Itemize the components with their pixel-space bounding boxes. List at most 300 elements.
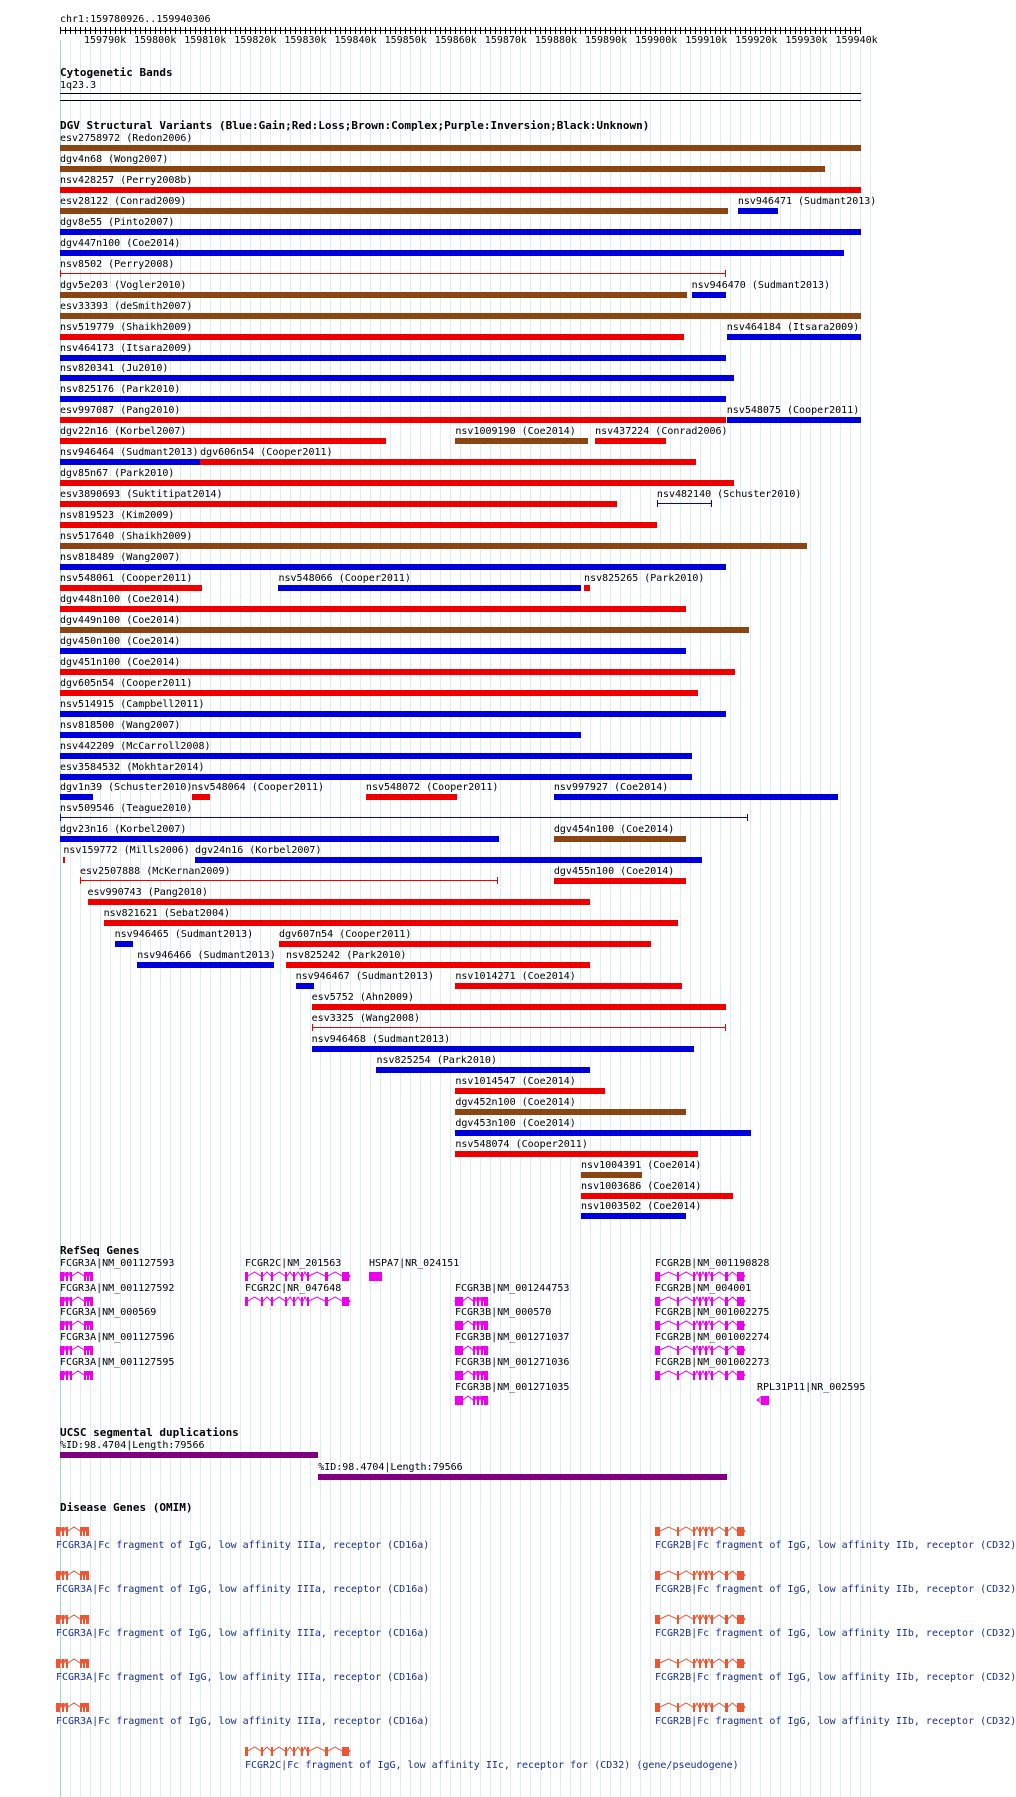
dgv-variant-label[interactable]: nsv825242 (Park2010) [286, 950, 407, 962]
dgv-variant-bar[interactable] [595, 438, 666, 444]
ruler-tick [365, 27, 366, 34]
ruler-tick [260, 27, 261, 34]
refseq-gene-label[interactable]: FCGR3A|NM_000569 [60, 1307, 157, 1318]
dgv-variant-bar[interactable] [60, 627, 749, 633]
omim-gene-label[interactable]: FCGR3A|Fc fragment of IgG, low affinity IIIa, receptor (CD16a) [56, 1716, 430, 1727]
dgv-variant-bar[interactable] [60, 501, 617, 507]
ruler-tick [175, 27, 176, 34]
ruler-tick-label: 159790k [84, 35, 127, 46]
omim-gene-glyph[interactable] [54, 1700, 91, 1714]
dgv-variant-bar[interactable] [60, 817, 748, 818]
ruler-tick-label: 159810k [184, 35, 227, 46]
dgv-variant-bar[interactable] [60, 459, 200, 465]
dgv-variant-label[interactable]: nsv946471 (Sudmant2013) [737, 195, 877, 207]
refseq-gene-glyph[interactable] [58, 1368, 95, 1382]
refseq-gene-glyph[interactable] [453, 1393, 490, 1407]
ruler-tick [805, 27, 806, 34]
dgv-variant-label[interactable]: esv2758972 (Redon2006) [60, 133, 193, 144]
dgv-variant-label[interactable]: nsv1009190 (Coe2014) [455, 426, 576, 438]
dgv-variant-bar[interactable] [60, 355, 726, 361]
omim-track-title[interactable]: Disease Genes (OMIM) [60, 1501, 193, 1514]
ruler-tick-label: 159830k [284, 35, 327, 46]
ruler-tick [620, 27, 621, 34]
ruler-tick [415, 27, 416, 34]
ruler-tick [730, 27, 731, 34]
refseq-gene-glyph[interactable] [243, 1294, 352, 1308]
ruler-tick [715, 27, 716, 34]
refseq-gene-label[interactable]: FCGR2B|NM_001190828 [655, 1258, 770, 1269]
dgv-variant-bar[interactable] [581, 1172, 642, 1178]
ruler-tick [115, 27, 116, 34]
dgv-variant-label[interactable]: nsv519779 (Shaikh2009) [60, 321, 193, 333]
dgv-variant-bar[interactable] [278, 585, 581, 591]
ruler-tick [705, 27, 706, 34]
ruler-tick [665, 27, 666, 34]
dgv-variant-label[interactable]: nsv8502 (Perry2008) [60, 258, 175, 270]
dgv-variant-label[interactable]: nsv159772 (Mills2006) [63, 845, 190, 857]
ruler-tick [390, 27, 391, 34]
refseq-gene-label[interactable]: FCGR3A|NM_001127592 [60, 1283, 175, 1294]
dgv-variant-label[interactable]: nsv1014271 (Coe2014) [455, 971, 576, 982]
dgv-variant-bar[interactable] [455, 1130, 751, 1136]
ruler-tick [230, 27, 231, 34]
ruler-tick [300, 27, 301, 34]
dgv-variant-bar[interactable] [455, 1109, 685, 1115]
dgv-variant-label[interactable]: nsv548061 (Cooper2011) [60, 572, 193, 584]
ruler-tick [860, 27, 861, 34]
omim-gene-glyph[interactable] [54, 1524, 91, 1538]
segdup-bar[interactable] [318, 1474, 727, 1480]
ruler-tick [545, 27, 546, 34]
omim-gene-glyph[interactable] [653, 1568, 747, 1582]
segdup-bar[interactable] [60, 1452, 318, 1458]
ruler-tick [455, 27, 456, 34]
dgv-variant-label[interactable]: dgv447n100 (Coe2014) [60, 237, 181, 249]
dgv-variant-label[interactable]: dgv23n16 (Korbel2007) [60, 824, 187, 836]
dgv-variant-label[interactable]: nsv482140 (Schuster2010) [656, 489, 802, 501]
ruler-tick [655, 27, 656, 34]
dgv-variant-label[interactable]: nsv464184 (Itsara2009) [726, 321, 860, 333]
dgv-variant-label[interactable]: nsv946470 (Sudmant2013) [691, 279, 831, 291]
ruler-tick [495, 27, 496, 34]
ruler-tick [675, 27, 676, 34]
dgv-variant-label[interactable]: nsv821621 (Sebat2004) [103, 908, 231, 920]
refseq-gene-glyph[interactable] [58, 1343, 95, 1357]
dgv-variant-bar[interactable] [60, 774, 692, 780]
dgv-variant-bar[interactable] [60, 334, 684, 340]
omim-gene-label[interactable]: FCGR2B|Fc fragment of IgG, low affinity IIb, receptor (CD32) [655, 1716, 1016, 1727]
refseq-track-title[interactable]: RefSeq Genes [60, 1244, 140, 1257]
dgv-variant-bar[interactable] [60, 690, 698, 696]
refseq-gene-label[interactable]: FCGR3B|NM_001271037 [455, 1332, 570, 1343]
dgv-variant-label[interactable]: dgv5e203 (Vogler2010) [60, 279, 187, 291]
dgv-variant-label[interactable]: dgv1n39 (Schuster2010) [60, 782, 193, 794]
dgv-variant-bar[interactable] [738, 208, 778, 214]
ruler-tick [315, 27, 316, 34]
refseq-gene-label[interactable]: HSPA7|NR_024151 [369, 1258, 460, 1269]
refseq-gene-glyph[interactable] [653, 1318, 747, 1332]
dgv-variant-bar[interactable] [581, 1193, 733, 1199]
dgv-variant-label[interactable]: nsv1003686 (Coe2014) [581, 1180, 702, 1192]
dgv-variant-label[interactable]: nsv548066 (Cooper2011) [278, 572, 411, 584]
dgv-variant-bar[interactable] [195, 857, 702, 863]
ruler-tick [505, 27, 506, 34]
ruler-tick [710, 27, 711, 34]
ruler-tick [605, 27, 606, 34]
ruler-tick [470, 27, 471, 34]
dgv-variant-bar[interactable] [60, 522, 657, 528]
omim-gene-glyph[interactable] [54, 1612, 91, 1626]
omim-gene-label[interactable]: FCGR3A|Fc fragment of IgG, low affinity IIIa, receptor (CD16a) [56, 1540, 430, 1551]
ruler-tick [140, 27, 141, 34]
dgv-variant-bar[interactable] [584, 585, 590, 591]
dgv-variant-bar[interactable] [554, 836, 686, 842]
refseq-gene-label[interactable]: FCGR3B|NM_001271036 [455, 1357, 570, 1368]
dgv-variant-label[interactable]: nsv514915 (Campbell2011) [60, 698, 205, 710]
dgv-variant-bar[interactable] [60, 836, 499, 842]
omim-gene-glyph[interactable] [653, 1612, 747, 1626]
dgv-variant-bar[interactable] [200, 459, 696, 465]
dgv-variant-bar[interactable] [279, 941, 651, 947]
refseq-gene-glyph[interactable] [653, 1294, 747, 1308]
refseq-gene-label[interactable]: FCGR3A|NM_001127593 [60, 1258, 175, 1269]
dgv-variant-label[interactable]: dgv606n54 (Cooper2011) [200, 447, 333, 459]
dgv-variant-bar[interactable] [60, 166, 825, 172]
dgv-variant-bar[interactable] [376, 1067, 589, 1073]
dgv-variant-bar[interactable] [60, 313, 861, 319]
dgv-variant-label[interactable]: dgv449n100 (Coe2014) [60, 614, 181, 626]
refseq-gene-label[interactable]: FCGR3B|NM_000570 [455, 1307, 552, 1318]
ruler-tick [490, 27, 491, 34]
ruler-tick [385, 27, 386, 34]
ruler-tick [190, 27, 191, 34]
dgv-variant-bar[interactable] [88, 899, 590, 905]
ruler-tick [245, 27, 246, 34]
dgv-variant-bar[interactable] [192, 794, 211, 800]
ruler-tick [375, 27, 376, 34]
dgv-variant-bar[interactable] [63, 857, 65, 863]
segdup-label[interactable]: %ID:98.4704|Length:79566 [318, 1462, 463, 1473]
dgv-variant-label[interactable]: nsv1003502 (Coe2014) [581, 1201, 702, 1213]
ruler-tick [320, 27, 321, 34]
dgv-variant-bar[interactable] [312, 1027, 727, 1028]
dgv-variant-label[interactable]: dgv22n16 (Korbel2007) [60, 426, 187, 438]
omim-gene-label[interactable]: FCGR2C|Fc fragment of IgG, low affinity IIc, receptor for (CD32) (gene/pseudogene) [245, 1760, 739, 1771]
dgv-variant-label[interactable]: dgv451n100 (Coe2014) [60, 656, 181, 668]
refseq-gene-glyph[interactable] [755, 1393, 771, 1407]
dgv-variant-bar[interactable] [455, 438, 587, 444]
dgv-variant-end [711, 500, 712, 507]
dgv-variant-label[interactable]: nsv825176 (Park2010) [60, 384, 181, 396]
dgv-variant-bar[interactable] [366, 794, 457, 800]
dgv-variant-label[interactable]: nsv997927 (Coe2014) [553, 782, 669, 794]
dgv-variant-bar[interactable] [115, 941, 134, 947]
refseq-gene-label[interactable]: FCGR2C|NR_047648 [245, 1283, 342, 1294]
dgv-variant-label[interactable]: nsv548075 (Cooper2011) [726, 405, 860, 417]
chromosome-line-lower [60, 100, 861, 101]
ruler-tick-label: 159860k [434, 35, 477, 46]
dgv-variant-label[interactable]: nsv548072 (Cooper2011) [365, 782, 499, 794]
dgv-variant-bar[interactable] [455, 983, 681, 989]
dgv-variant-label[interactable]: dgv85n67 (Park2010) [60, 468, 175, 480]
dgv-variant-bar[interactable] [60, 648, 686, 654]
ruler-tick [850, 27, 851, 34]
dgv-variant-label[interactable]: nsv437224 (Conrad2006) [595, 426, 728, 438]
dgv-variant-bar[interactable] [581, 1213, 686, 1219]
dgv-variant-bar[interactable] [60, 273, 726, 274]
dgv-variant-label[interactable]: esv33393 (deSmith2007) [60, 300, 193, 312]
dgv-variant-bar[interactable] [60, 417, 726, 423]
dgv-variant-label[interactable]: esv5752 (Ahn2009) [311, 991, 415, 1003]
dgv-variant-label[interactable]: nsv818500 (Wang2007) [60, 719, 181, 731]
dgv-variant-end [725, 1024, 726, 1031]
dgv-variant-label[interactable]: nsv819523 (Kim2009) [60, 510, 175, 522]
refseq-gene-glyph[interactable] [653, 1269, 747, 1283]
ruler-tick [630, 27, 631, 34]
dgv-variant-label[interactable]: nsv548074 (Cooper2011) [455, 1138, 588, 1150]
dgv-variant-label[interactable]: dgv452n100 (Coe2014) [455, 1096, 576, 1108]
dgv-variant-bar[interactable] [60, 145, 861, 151]
refseq-gene-label[interactable]: FCGR2B|NM_001002275 [655, 1307, 770, 1318]
dgv-variant-bar[interactable] [60, 711, 726, 717]
omim-gene-glyph[interactable] [653, 1656, 747, 1670]
ruler-tick [205, 27, 206, 34]
ruler-tick [380, 27, 381, 34]
dgv-variant-label[interactable]: nsv818489 (Wang2007) [60, 552, 181, 563]
ruler-tick [660, 27, 661, 34]
ruler-tick-label: 159910k [685, 35, 728, 46]
refseq-gene-glyph[interactable] [243, 1269, 352, 1283]
ruler-tick [200, 27, 201, 34]
omim-gene-glyph[interactable] [54, 1656, 91, 1670]
omim-gene-glyph[interactable] [243, 1744, 352, 1758]
dgv-variant-label[interactable]: nsv825265 (Park2010) [584, 572, 705, 584]
ruler-tick [830, 27, 831, 34]
ruler-tick-label: 159870k [484, 35, 527, 46]
refseq-gene-glyph[interactable] [453, 1368, 490, 1382]
refseq-gene-label[interactable]: FCGR3A|NM_001127596 [60, 1332, 175, 1343]
dgv-variant-label[interactable]: nsv946464 (Sudmant2013) [60, 447, 199, 459]
dgv-variant-bar[interactable] [657, 503, 712, 504]
refseq-gene-glyph[interactable] [453, 1343, 490, 1357]
dgv-variant-end [497, 877, 498, 884]
ruler-tick [265, 27, 266, 34]
dgv-variant-label[interactable]: nsv442209 (McCarroll2008) [60, 740, 211, 752]
dgv-variant-bar[interactable] [455, 1151, 698, 1157]
ruler-tick [270, 27, 271, 34]
omim-gene-label[interactable]: FCGR2B|Fc fragment of IgG, low affinity IIb, receptor (CD32) [655, 1672, 1016, 1683]
dgv-variant-end [657, 500, 658, 507]
omim-gene-label[interactable]: FCGR2B|Fc fragment of IgG, low affinity IIb, receptor (CD32) [655, 1584, 1016, 1595]
ruler-tick [275, 27, 276, 34]
ruler-tick [835, 27, 836, 34]
omim-gene-glyph[interactable] [653, 1700, 747, 1714]
dgv-variant-label[interactable]: dgv450n100 (Coe2014) [60, 635, 181, 647]
omim-gene-label[interactable]: FCGR3A|Fc fragment of IgG, low affinity IIIa, receptor (CD16a) [56, 1628, 430, 1639]
dgv-variant-bar[interactable] [60, 543, 807, 549]
ruler-tick [560, 27, 561, 34]
dgv-variant-label[interactable]: dgv605n54 (Cooper2011) [60, 677, 193, 689]
ruler-tick [215, 27, 216, 34]
dgv-variant-bar[interactable] [60, 208, 728, 214]
omim-gene-label[interactable]: FCGR2B|Fc fragment of IgG, low affinity IIb, receptor (CD32) [655, 1540, 1016, 1551]
refseq-gene-label[interactable]: FCGR2C|NM_201563 [245, 1258, 342, 1269]
dgv-variant-label[interactable]: esv3325 (Wang2008) [311, 1012, 421, 1024]
dgv-variant-label[interactable]: dgv455n100 (Coe2014) [553, 866, 675, 878]
segdup-track-title[interactable]: UCSC segmental duplications [60, 1426, 239, 1439]
ruler-tick [135, 27, 136, 34]
dgv-variant-end [725, 270, 726, 277]
ruler-tick [780, 27, 781, 34]
segdup-label[interactable]: %ID:98.4704|Length:79566 [60, 1440, 205, 1451]
ruler-tick [465, 27, 466, 34]
dgv-variant-bar[interactable] [60, 585, 202, 591]
ruler-tick [445, 27, 446, 34]
dgv-variant-bar[interactable] [60, 229, 861, 235]
dgv-variant-bar[interactable] [60, 669, 735, 675]
dgv-variant-bar[interactable] [60, 480, 734, 486]
dgv-variant-label[interactable]: nsv946468 (Sudmant2013) [311, 1033, 451, 1045]
dgv-variant-bar[interactable] [60, 732, 581, 738]
dgv-variant-bar[interactable] [554, 878, 686, 884]
dgv-variant-label[interactable]: dgv454n100 (Coe2014) [553, 824, 675, 836]
dgv-variant-bar[interactable] [312, 1004, 727, 1010]
ruler-tick [785, 27, 786, 34]
dgv-variant-label[interactable]: dgv453n100 (Coe2014) [455, 1117, 576, 1129]
dgv-variant-bar[interactable] [312, 1046, 694, 1052]
ruler-tick [210, 27, 211, 34]
refseq-gene-glyph[interactable] [58, 1269, 95, 1283]
refseq-gene-glyph[interactable] [653, 1368, 747, 1382]
dgv-variant-label[interactable]: esv990743 (Pang2010) [87, 887, 208, 899]
dgv-variant-label[interactable]: esv28122 (Conrad2009) [60, 195, 187, 207]
refseq-gene-label[interactable]: FCGR2B|NM_001002273 [655, 1357, 770, 1368]
dgv-variant-label[interactable]: nsv517640 (Shaikh2009) [60, 531, 193, 543]
dgv-variant-label[interactable]: nsv509546 (Teague2010) [60, 803, 193, 815]
ruler-tick [85, 27, 86, 34]
dgv-variant-bar[interactable] [60, 606, 686, 612]
dgv-variant-label[interactable]: esv2507888 (McKernan2009) [79, 866, 231, 878]
ruler-tick [740, 27, 741, 34]
dgv-variant-label[interactable]: dgv448n100 (Coe2014) [60, 593, 181, 605]
dgv-variant-bar[interactable] [60, 438, 386, 444]
omim-gene-label[interactable]: FCGR3A|Fc fragment of IgG, low affinity IIIa, receptor (CD16a) [56, 1672, 430, 1683]
refseq-gene-label[interactable]: FCGR3B|NM_001244753 [455, 1283, 570, 1294]
dgv-variant-label[interactable]: nsv548064 (Cooper2011) [191, 782, 324, 794]
refseq-gene-glyph[interactable] [58, 1318, 95, 1332]
refseq-gene-glyph[interactable] [58, 1294, 95, 1308]
dgv-variant-label[interactable]: dgv4n68 (Wong2007) [60, 153, 169, 165]
refseq-gene-label[interactable]: FCGR3A|NM_001127595 [60, 1357, 175, 1368]
dgv-variant-bar[interactable] [60, 396, 726, 402]
ruler-tick [800, 27, 801, 34]
omim-gene-label[interactable]: FCGR3A|Fc fragment of IgG, low affinity IIIa, receptor (CD16a) [56, 1584, 430, 1595]
dgv-variant-label[interactable]: nsv946466 (Sudmant2013) [137, 950, 276, 962]
ruler-tick [235, 27, 236, 34]
omim-gene-glyph[interactable] [653, 1524, 747, 1538]
ruler-tick [70, 27, 71, 34]
omim-gene-label[interactable]: FCGR2B|Fc fragment of IgG, low affinity IIb, receptor (CD32) [655, 1628, 1016, 1639]
ruler-tick [550, 27, 551, 34]
dgv-variant-label[interactable]: nsv464173 (Itsara2009) [60, 342, 193, 354]
ruler-tick [725, 27, 726, 34]
refseq-gene-label[interactable]: FCGR2B|NM_001002274 [655, 1332, 770, 1343]
dgv-variant-bar[interactable] [692, 292, 727, 298]
dgv-variant-bar[interactable] [60, 187, 861, 193]
refseq-gene-label[interactable]: RPL31P11|NR_002595 [757, 1382, 866, 1393]
dgv-variant-bar[interactable] [60, 292, 687, 298]
dgv-variant-bar[interactable] [137, 962, 274, 968]
dgv-variant-bar[interactable] [455, 1088, 605, 1094]
dgv-variant-bar[interactable] [80, 880, 498, 881]
dgv-variant-label[interactable]: nsv820341 (Ju2010) [60, 363, 169, 375]
dgv-variant-label[interactable]: esv997087 (Pang2010) [60, 405, 181, 417]
dgv-variant-bar[interactable] [60, 375, 734, 381]
dgv-variant-end [747, 814, 748, 821]
dgv-variant-bar[interactable] [727, 334, 861, 340]
dgv-variant-bar[interactable] [60, 794, 93, 800]
ruler-tick-label: 159940k [835, 35, 878, 46]
dgv-variant-bar[interactable] [727, 417, 861, 423]
ruler-tick [345, 27, 346, 34]
ruler-tick [790, 27, 791, 34]
cytoband-track-title[interactable]: Cytogenetic Bands [60, 66, 173, 79]
dgv-variant-label[interactable]: nsv825254 (Park2010) [376, 1054, 497, 1066]
dgv-variant-label[interactable]: esv3890693 (Suktitipat2014) [60, 489, 223, 501]
ruler-tick-label: 159900k [635, 35, 678, 46]
dgv-variant-bar[interactable] [286, 962, 590, 968]
ruler-tick [335, 27, 336, 34]
dgv-variant-bar[interactable] [296, 983, 314, 989]
dgv-variant-label[interactable]: dgv607n54 (Cooper2011) [278, 929, 412, 941]
refseq-gene-label[interactable]: FCGR2B|NM_004001 [655, 1283, 752, 1294]
ruler-tick [185, 27, 186, 34]
ruler-tick [160, 27, 161, 34]
omim-gene-glyph[interactable] [54, 1568, 91, 1582]
dgv-variant-label[interactable]: nsv1004391 (Coe2014) [581, 1159, 702, 1171]
dgv-track-title[interactable]: DGV Structural Variants (Blue:Gain;Red:Loss;Brown:Complex;Purple:Inversion;Black:Unknown) [60, 119, 650, 132]
ruler-tick [65, 27, 66, 34]
ruler-tick [570, 27, 571, 34]
dgv-variant-bar[interactable] [554, 794, 838, 800]
dgv-variant-label[interactable]: esv3584532 (Mokhtar2014) [60, 761, 205, 773]
dgv-variant-label[interactable]: nsv1014547 (Coe2014) [455, 1075, 576, 1087]
dgv-variant-label[interactable]: dgv24n16 (Korbel2007) [195, 845, 322, 857]
dgv-variant-end [312, 1024, 313, 1031]
dgv-variant-label[interactable]: nsv946465 (Sudmant2013) [114, 929, 254, 941]
dgv-variant-label[interactable]: nsv428257 (Perry2008b) [60, 174, 193, 186]
refseq-gene-glyph[interactable] [453, 1294, 490, 1308]
dgv-variant-bar[interactable] [60, 250, 844, 256]
refseq-gene-glyph[interactable] [453, 1318, 490, 1332]
ruler-tick [340, 27, 341, 34]
refseq-gene-label[interactable]: FCGR3B|NM_001271035 [455, 1382, 570, 1393]
ruler-tick [555, 27, 556, 34]
ruler-tick [425, 27, 426, 34]
ruler-tick [75, 27, 76, 34]
dgv-variant-bar[interactable] [60, 564, 726, 570]
ruler-tick [225, 27, 226, 34]
dgv-variant-bar[interactable] [60, 753, 692, 759]
ruler-tick [360, 27, 361, 34]
refseq-gene-glyph[interactable] [653, 1343, 747, 1357]
ruler-tick [450, 27, 451, 34]
refseq-gene-glyph[interactable] [367, 1269, 384, 1283]
dgv-variant-label[interactable]: dgv8e55 (Pinto2007) [60, 216, 175, 228]
dgv-variant-bar[interactable] [104, 920, 678, 926]
ruler-tick [500, 27, 501, 34]
dgv-variant-label[interactable]: nsv946467 (Sudmant2013) [295, 971, 435, 982]
